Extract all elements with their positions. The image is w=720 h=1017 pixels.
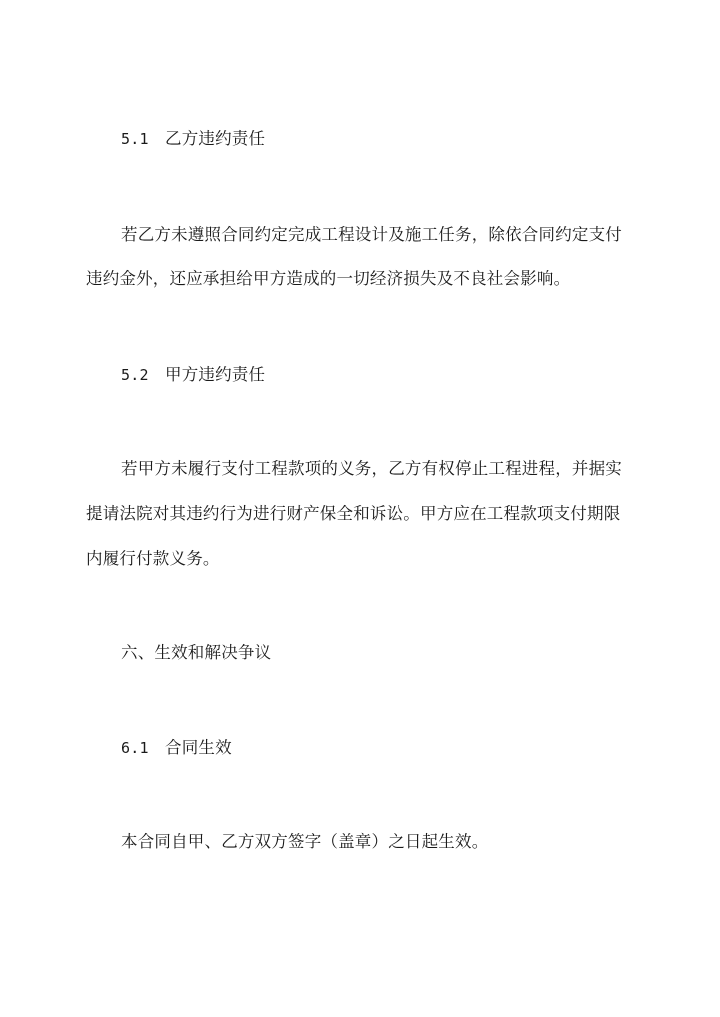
section-title: 合同生效 bbox=[165, 738, 232, 757]
section-title: 甲方违约责任 bbox=[165, 365, 266, 384]
section-heading-5-1 bbox=[121, 128, 265, 150]
section-heading-5-2 bbox=[121, 364, 265, 386]
chapter-heading-6: 六、生效和解决争议 bbox=[121, 643, 272, 662]
paragraph-line: 若甲方未履行支付工程款项的义务，乙方有权停止工程进程，并据实 bbox=[121, 459, 622, 478]
section-title: 乙方违约责任 bbox=[165, 129, 266, 148]
section-number: 5.1 bbox=[121, 130, 149, 148]
section-number: 5.2 bbox=[121, 366, 149, 384]
section-number: 6.1 bbox=[121, 739, 149, 757]
section-heading-6-1 bbox=[121, 737, 232, 759]
paragraph-line: 内履行付款义务。 bbox=[86, 549, 220, 568]
paragraph-line: 提请法院对其违约行为进行财产保全和诉讼。甲方应在工程款项支付期限 bbox=[86, 504, 621, 523]
paragraph-line: 违约金外，还应承担给甲方造成的一切经济损失及不良社会影响。 bbox=[86, 269, 571, 288]
paragraph-line: 若乙方未遵照合同约定完成工程设计及施工任务，除依合同约定支付 bbox=[121, 225, 622, 244]
paragraph-line: 本合同自甲、乙方双方签字（盖章）之日起生效。 bbox=[121, 832, 489, 851]
